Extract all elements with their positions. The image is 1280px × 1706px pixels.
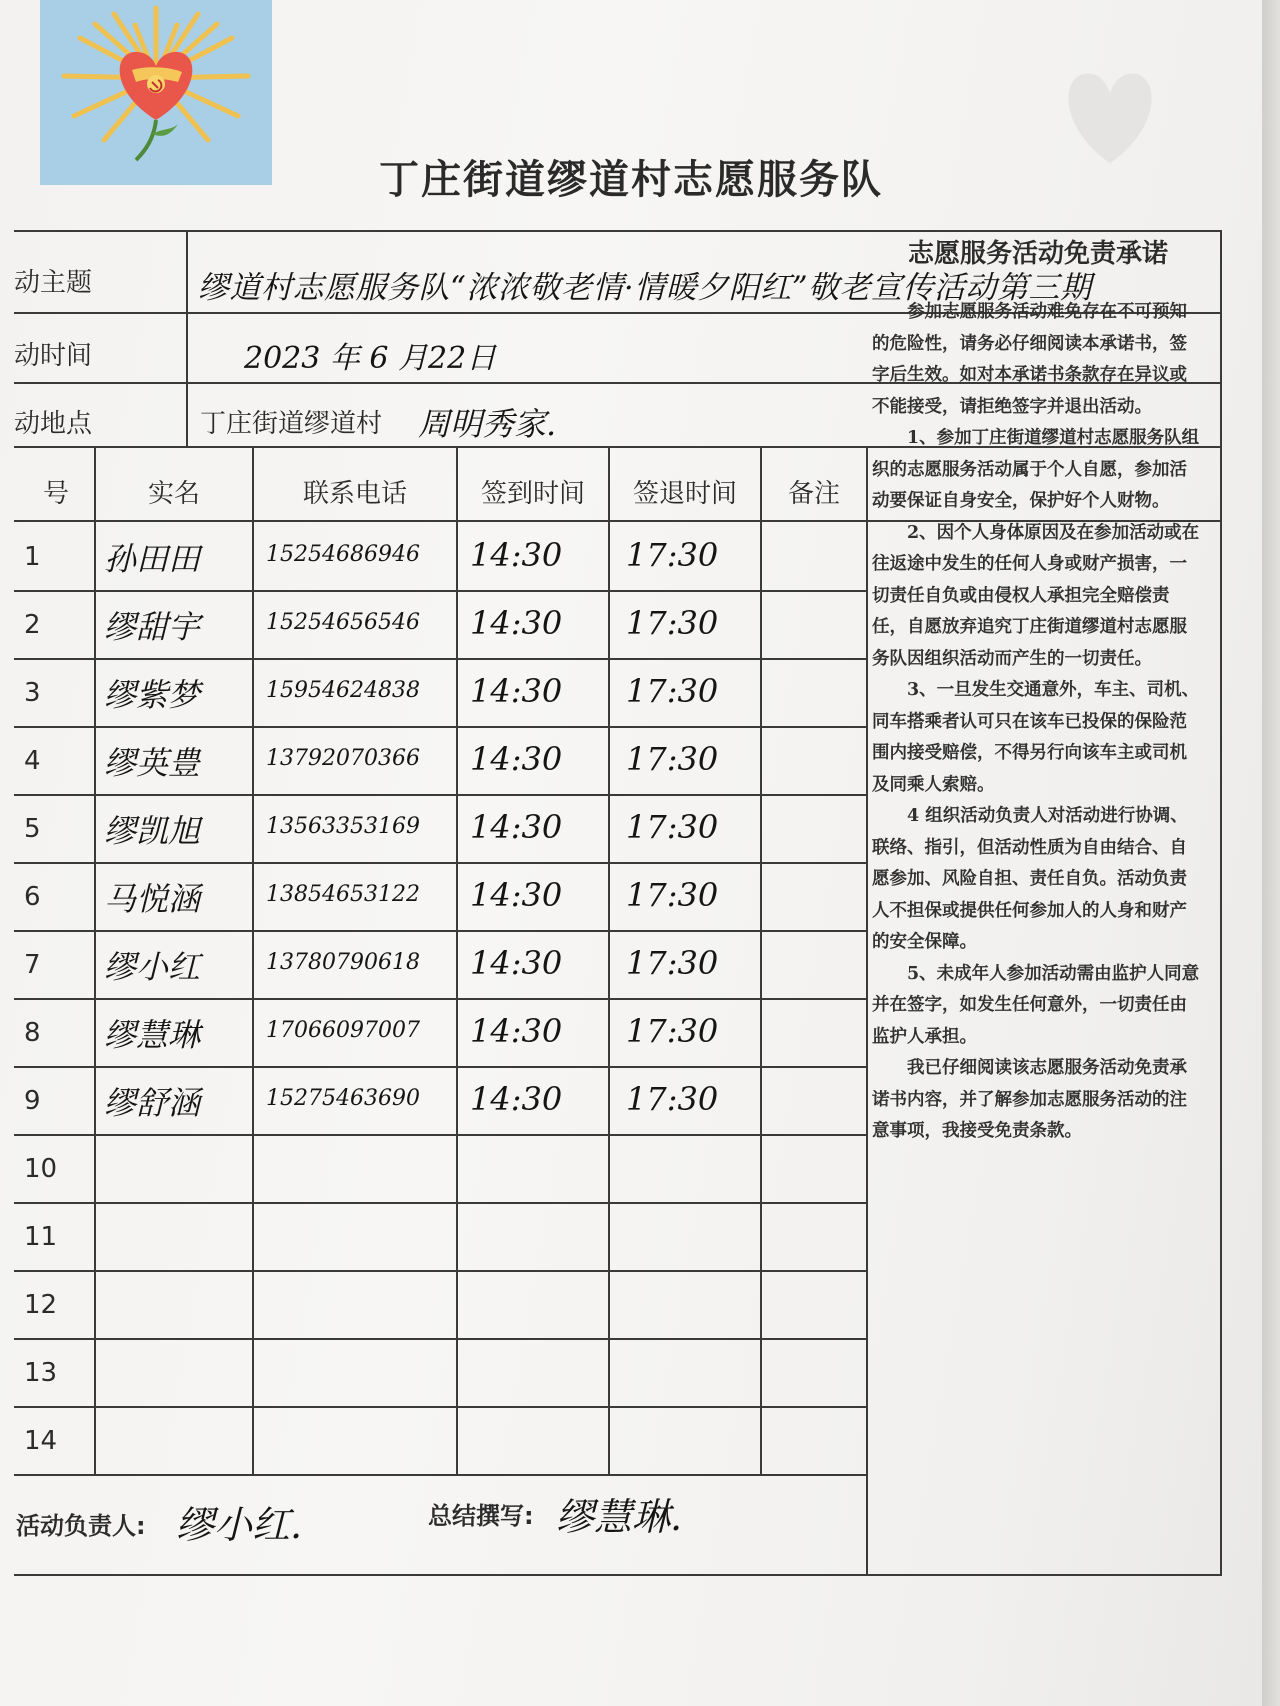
row-divider [14,1202,868,1204]
row-number: 8 [24,1018,41,1048]
col-divider [94,446,96,1474]
header-checkout: 签退时间 [632,479,737,509]
theme-label: 动主题 [14,268,93,298]
writer-signature: 缪慧琳. [556,1495,683,1539]
header-phone: 联系电话 [302,479,407,509]
row-number: 1 [24,542,41,572]
page-title: 丁庄街道缪道村志愿服务队 [379,157,883,203]
row-divider [14,794,868,796]
row-checkout: 17:30 [626,536,719,574]
form-bottom-border [14,1574,1222,1576]
row-checkin: 14:30 [470,740,563,778]
place-printed: 丁庄街道缪道村 [200,409,383,439]
row-number: 4 [24,746,41,776]
form-top-border [14,230,1222,232]
row-divider [14,1270,868,1272]
row-checkout: 17:30 [626,604,719,642]
header-no: 号 [42,479,69,509]
row-divider [14,726,868,728]
waiver-divider [866,446,868,1576]
waiver-paragraph: 参加志愿服务活动难免存在不可预知的危险性，请务必仔细阅读本承诺书，签字后生效。如对本承诺书条款存在异议或不能接受，请拒绝签字并退出活动。 [872,302,1187,417]
row-name: 缪凯旭 [104,812,201,850]
row-divider [14,590,868,592]
waiver-paragraph: 1、参加丁庄街道缪道村志愿服务队组织的志愿服务活动属于个人自愿，参加活动要保证自身安全，保护好个人财物。 [872,428,1200,511]
row-name: 缪紫梦 [104,676,201,714]
form-right-border [1220,230,1222,1576]
row-name: 马悦涵 [104,880,201,918]
row-checkout: 17:30 [626,944,719,982]
row-number: 11 [24,1222,58,1252]
place-handwritten: 周明秀家. [418,405,557,443]
header-checkin: 签到时间 [480,479,585,509]
time-label: 动时间 [14,341,93,371]
waiver-paragraph: 5、未成年人参加活动需由监护人同意并在签字，如发生任何意外，一切责任由监护人承担。 [872,963,1200,1047]
row-number: 5 [24,814,41,844]
col-divider [608,446,610,1474]
row-checkout: 17:30 [626,1012,719,1050]
theme-value: 缪道村志愿服务队“浓浓敬老情·情暖夕阳红”敬老宣传活动第三期 [198,270,1092,306]
row-phone: 15254656546 [266,610,420,635]
row-name: 缪英豊 [104,744,201,782]
waiver-paragraph: 4 组织活动负责人对活动进行协调、联络、指引，但活动性质为自由结合、自愿参加、风险自担、责任自负。活动负责人不担保或提供任何参加人的人身和财产的安全保障。 [872,806,1188,952]
row-divider [14,998,868,1000]
time-value: 2023 年 6 月22日 [244,341,497,376]
row-number: 2 [24,610,41,640]
row-phone: 13792070366 [266,746,420,771]
row-name: 孙田田 [104,540,201,578]
col-divider [252,446,254,1474]
row-divider [14,862,868,864]
row-number: 13 [24,1358,58,1388]
header-divider [14,520,868,522]
row-number: 10 [24,1154,58,1184]
row-number: 9 [24,1086,41,1116]
row-divider [14,1066,868,1068]
row-name: 缪甜宇 [104,608,201,646]
row-phone: 13854653122 [266,882,420,907]
row-number: 12 [24,1290,58,1320]
leader-signature: 缪小红. [176,1503,303,1547]
row-divider [14,1338,868,1340]
row-checkin: 14:30 [470,876,563,914]
waiver-text [872,297,1202,1148]
place-label: 动地点 [14,409,93,439]
info-label-divider [186,230,188,446]
header-remark: 备注 [787,479,840,509]
row-checkout: 17:30 [626,672,719,710]
waiver-paragraph: 2、因个人身体原因及在参加活动或在往返途中发生的任何人身或财产损害，一切责任自负或由侵权人承担完全赔偿责任，自愿放弃追究丁庄街道缪道村志愿服务队因组织活动而产生的一切责任。 [872,522,1200,669]
row-number: 6 [24,882,41,912]
row-checkin: 14:30 [470,808,563,846]
row-divider [14,1406,868,1408]
row-divider [14,1134,868,1136]
row-number: 3 [24,678,41,708]
col-divider [456,446,458,1474]
row-number: 14 [24,1426,58,1456]
row-name: 缪小红 [104,948,201,986]
row-checkin: 14:30 [470,604,563,642]
row-phone: 13563353169 [266,814,420,839]
row-checkout: 17:30 [626,1080,719,1118]
row-name: 缪慧琳 [104,1016,201,1054]
waiver-paragraph: 3、一旦发生交通意外，车主、司机、同车搭乘者认可只在该车已投保的保险范围内接受赔偿，不得另行向该车主或司机及同乘人索赔。 [872,680,1200,795]
header-name: 实名 [147,479,200,509]
row-checkin: 14:30 [470,944,563,982]
waiver-title: 志愿服务活动免责承诺 [907,239,1168,269]
row-phone: 15954624838 [266,678,420,703]
row-phone: 17066097007 [266,1018,420,1043]
row-phone: 15275463690 [266,1086,420,1111]
row-checkin: 14:30 [470,536,563,574]
row-checkout: 17:30 [626,808,719,846]
row-checkin: 14:30 [470,1080,563,1118]
row-checkin: 14:30 [470,672,563,710]
next-page-edge [1262,0,1280,1706]
row-checkout: 17:30 [626,740,719,778]
row-number: 7 [24,950,41,980]
waiver-paragraph: 我已仔细阅读该志愿服务活动免责承诺书内容，并了解参加志愿服务活动的注意事项，我接受免责条款。 [872,1058,1187,1141]
writer-label: 总结撰写: [428,1502,534,1530]
col-divider [760,446,762,1474]
row-checkout: 17:30 [626,876,719,914]
row-phone: 13780790618 [266,950,420,975]
row-divider [14,658,868,660]
row-name: 缪舒涵 [104,1084,201,1122]
row-phone: 15254686946 [266,542,420,567]
row-checkin: 14:30 [470,1012,563,1050]
row-divider [14,1474,868,1476]
row-divider [14,930,868,932]
leader-label: 活动负责人: [16,1512,146,1540]
